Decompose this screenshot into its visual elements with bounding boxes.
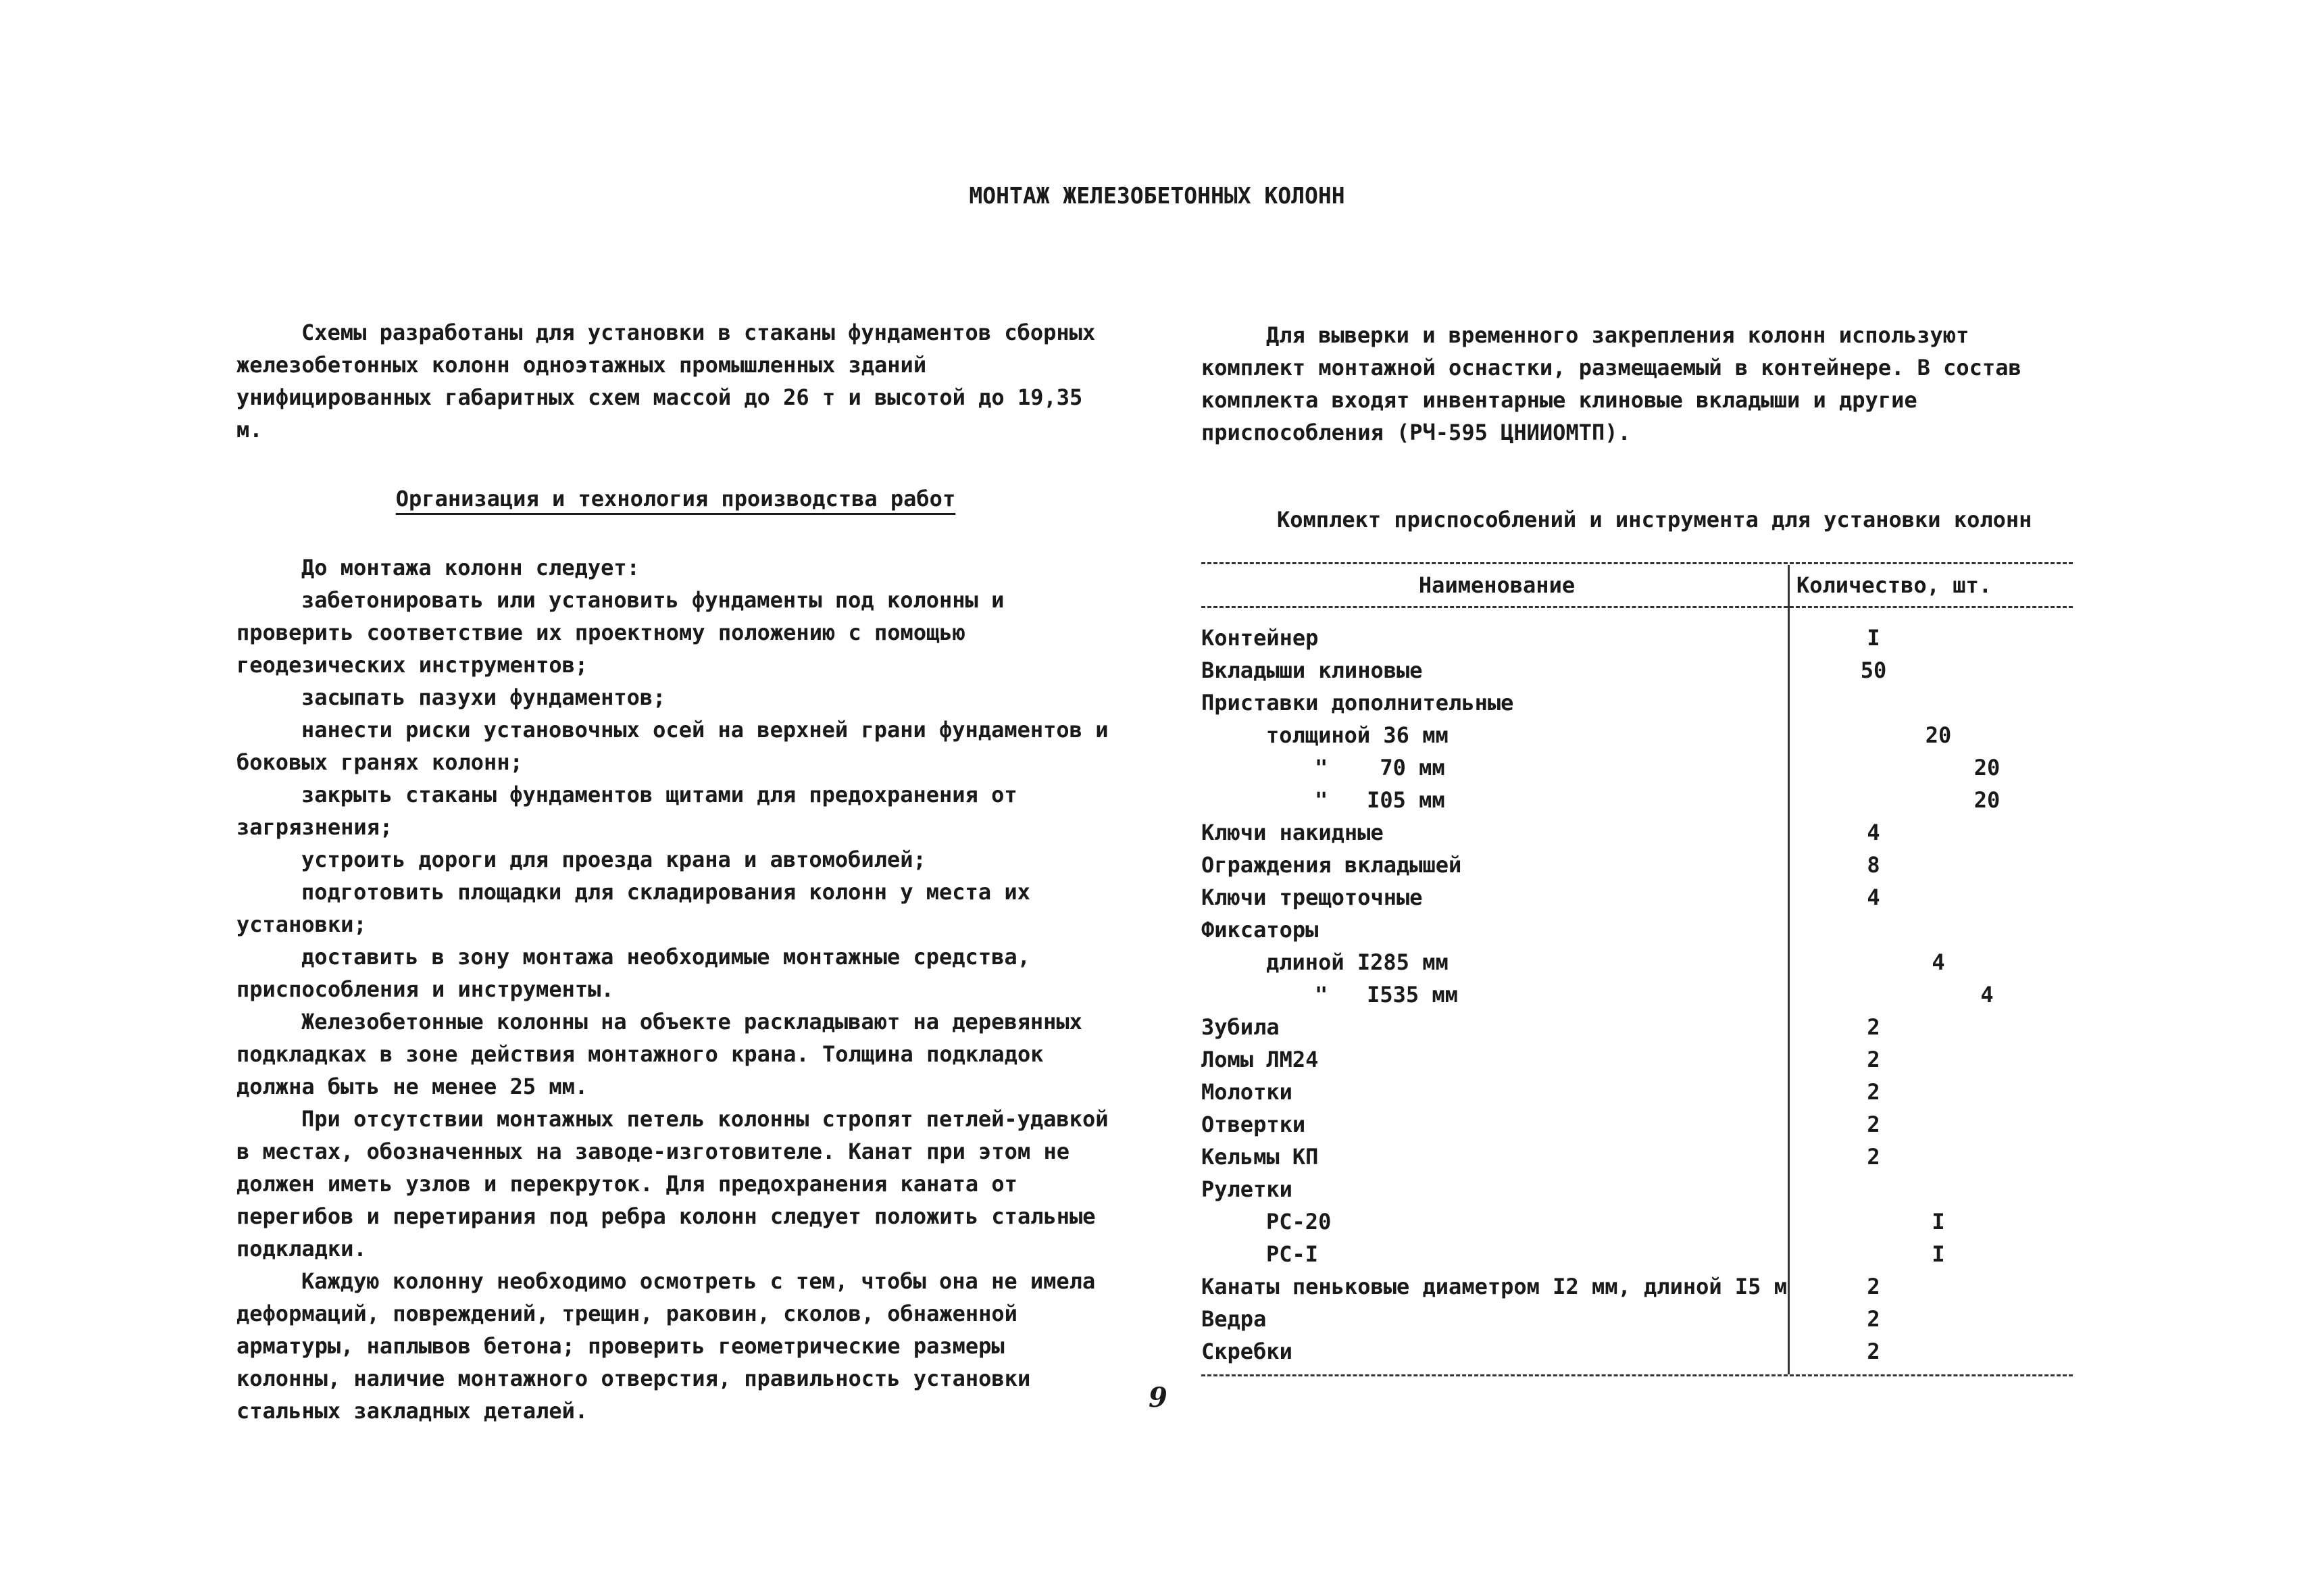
cell-name: Контейнер — [1201, 625, 1319, 651]
page-title: МОНТАЖ ЖЕЛЕЗОБЕТОННЫХ КОЛОНН — [969, 182, 1345, 209]
cell-name: Кельмы КП — [1201, 1144, 1319, 1170]
table-row — [1201, 914, 2073, 946]
table-row — [1201, 654, 2073, 687]
cell-qty: 2 — [1867, 1079, 1880, 1105]
cell-name: Скребки — [1201, 1339, 1292, 1364]
cell-qty: 4 — [1867, 884, 1880, 910]
body-paragraph: Железобетонные колонны на объекте раскладывают на деревянных подкладках в зоне действия монтажного крана. Толщина подкладок должна быть не менее 25 мм. — [236, 1009, 1082, 1099]
cell-name: Ключи накидные — [1201, 820, 1384, 845]
cell-qty: 50 — [1860, 657, 1887, 683]
table-row — [1201, 622, 2073, 654]
preparation-list — [236, 584, 1115, 1005]
cell-qty: 2 — [1867, 1306, 1880, 1332]
cell-name: Отвертки — [1201, 1112, 1306, 1137]
cell-name: Фиксаторы — [1201, 917, 1319, 943]
table-row — [1201, 1043, 2073, 1076]
table-header — [1201, 564, 2073, 606]
cell-name: Ведра — [1201, 1306, 1267, 1332]
cell-name: Вкладыши клиновые — [1201, 657, 1423, 683]
table-row — [1201, 751, 2073, 784]
list-item: подготовить площадки для складирования колонн у места их установки; — [236, 879, 1030, 937]
cell-qty: 2 — [1867, 1112, 1880, 1137]
cell-qty: 2 — [1867, 1274, 1880, 1299]
cell-name: Ключи трещоточные — [1201, 884, 1423, 910]
cell-qty — [1792, 914, 1955, 946]
page-number: 9 — [1149, 1382, 1167, 1414]
table-row — [1201, 1270, 2073, 1303]
table-row — [1201, 816, 2073, 849]
right-intro-paragraph: Для выверки и временного закрепления колонн используют комплект монтажной оснастки, размещаемый в контейнере. В состав комплекта входят инвентарные клиновые вкладыши и другие приспособления (РЧ-595 ЦНИИОМТП). — [1201, 322, 2021, 445]
cell-qty: 4 — [1932, 949, 1945, 975]
table-row — [1201, 1303, 2073, 1335]
column-divider — [1788, 565, 1790, 1374]
list-item: устроить дороги для проезда крана и автомобилей; — [301, 847, 926, 872]
list-item: засыпать пазухи фундаментов; — [301, 684, 666, 710]
table-row — [1201, 946, 2073, 978]
cell-name: РС-20 — [1266, 1209, 1332, 1235]
cell-name: РС-I — [1266, 1241, 1319, 1267]
body-paragraph: При отсутствии монтажных петель колонны стропят петлей-удавкой в местах, обозначенных на заводе-изготовителе. Канат при этом не должен иметь узлов и перекруток. Для предохранения каната от перегибов и перетирания под ребра колонн следует положить стальные подкладки. — [236, 1106, 1109, 1262]
list-lead: До монтажа колонн следует: — [301, 555, 640, 580]
cell-qty: 20 — [1925, 722, 1952, 748]
cell-qty — [1792, 1173, 1955, 1205]
list-item: нанести риски установочных осей на верхней грани фундаментов и боковых гранях колонн; — [236, 717, 1109, 775]
intro-paragraph: Схемы разработаны для установки в стаканы фундаментов сборных железобетонных колонн одноэтажных промышленных зданий унифицированных габаритных схем массой до 26 т и высотой до 19,35 м. — [236, 320, 1096, 443]
table-row — [1201, 1173, 2073, 1205]
right-column — [1201, 319, 2066, 449]
cell-qty: 2 — [1867, 1339, 1880, 1364]
table-row — [1201, 849, 2073, 881]
table-bottom-rule — [1201, 1374, 2073, 1376]
table-row — [1201, 881, 2073, 914]
cell-qty: 2 — [1867, 1047, 1880, 1072]
cell-name: Канаты пеньковые диаметром I2 мм, длиной I5 м — [1201, 1274, 1787, 1299]
cell-qty: 4 — [1867, 820, 1880, 845]
equipment-table — [1201, 562, 2073, 1376]
table-row — [1201, 1141, 2073, 1173]
cell-qty — [1792, 687, 1955, 719]
table-row — [1201, 1238, 2073, 1270]
table-title: Комплект приспособлений и инструмента для установки колонн — [1277, 507, 2032, 532]
cell-qty: 20 — [1973, 787, 2001, 813]
table-row — [1201, 784, 2073, 816]
cell-qty: 20 — [1973, 755, 2001, 780]
table-row — [1201, 1335, 2073, 1368]
cell-qty: 4 — [1980, 982, 1994, 1007]
cell-qty: I — [1867, 625, 1880, 651]
cell-name: Рулетки — [1201, 1176, 1292, 1202]
cell-qty: I — [1932, 1241, 1945, 1267]
table-row — [1201, 1011, 2073, 1043]
header-qty: Количество, шт. — [1796, 572, 1992, 598]
cell-name: длиной I285 мм — [1266, 949, 1449, 975]
cell-name: " I05 мм — [1315, 787, 1445, 813]
cell-name: Ограждения вкладышей — [1201, 852, 1462, 878]
cell-name: " 70 мм — [1315, 755, 1445, 780]
cell-name: " I535 мм — [1315, 982, 1458, 1007]
cell-name: Молотки — [1201, 1079, 1292, 1105]
cell-name: Зубила — [1201, 1014, 1280, 1040]
table-row — [1201, 1205, 2073, 1238]
table-row — [1201, 1076, 2073, 1108]
body-paragraphs — [236, 1005, 1115, 1427]
body-paragraph: Каждую колонну необходимо осмотреть с тем, чтобы она не имела деформаций, повреждений, трещин, раковин, сколов, обнаженной арматуры, наплывов бетона; проверить геометрические размеры колонны, наличие монтажного отверстия, правильность установки стальных закладных деталей. — [236, 1268, 1096, 1424]
cell-qty: 8 — [1867, 852, 1880, 878]
list-item: доставить в зону монтажа необходимые монтажные средства, приспособления и инструменты. — [236, 944, 1030, 1002]
list-item: закрыть стаканы фундаментов щитами для предохранения от загрязнения; — [236, 782, 1017, 840]
table-row — [1201, 719, 2073, 751]
table-body — [1201, 608, 2073, 1374]
table-row — [1201, 978, 2073, 1011]
cell-name: толщиной 36 мм — [1266, 722, 1449, 748]
header-name: Наименование — [1418, 572, 1576, 598]
cell-qty: I — [1932, 1209, 1945, 1235]
table-row — [1201, 687, 2073, 719]
cell-name: Приставки дополнительные — [1201, 690, 1514, 716]
cell-qty: 2 — [1867, 1144, 1880, 1170]
cell-name: Ломы ЛМ24 — [1201, 1047, 1319, 1072]
left-column — [236, 316, 1115, 1427]
table-row — [1201, 1108, 2073, 1141]
section-heading: Организация и технология производства работ — [395, 486, 956, 512]
cell-qty: 2 — [1867, 1014, 1880, 1040]
list-item: забетонировать или установить фундаменты под колонны и проверить соответствие их проектному положению с помощью геодезических инструментов; — [236, 587, 1005, 678]
